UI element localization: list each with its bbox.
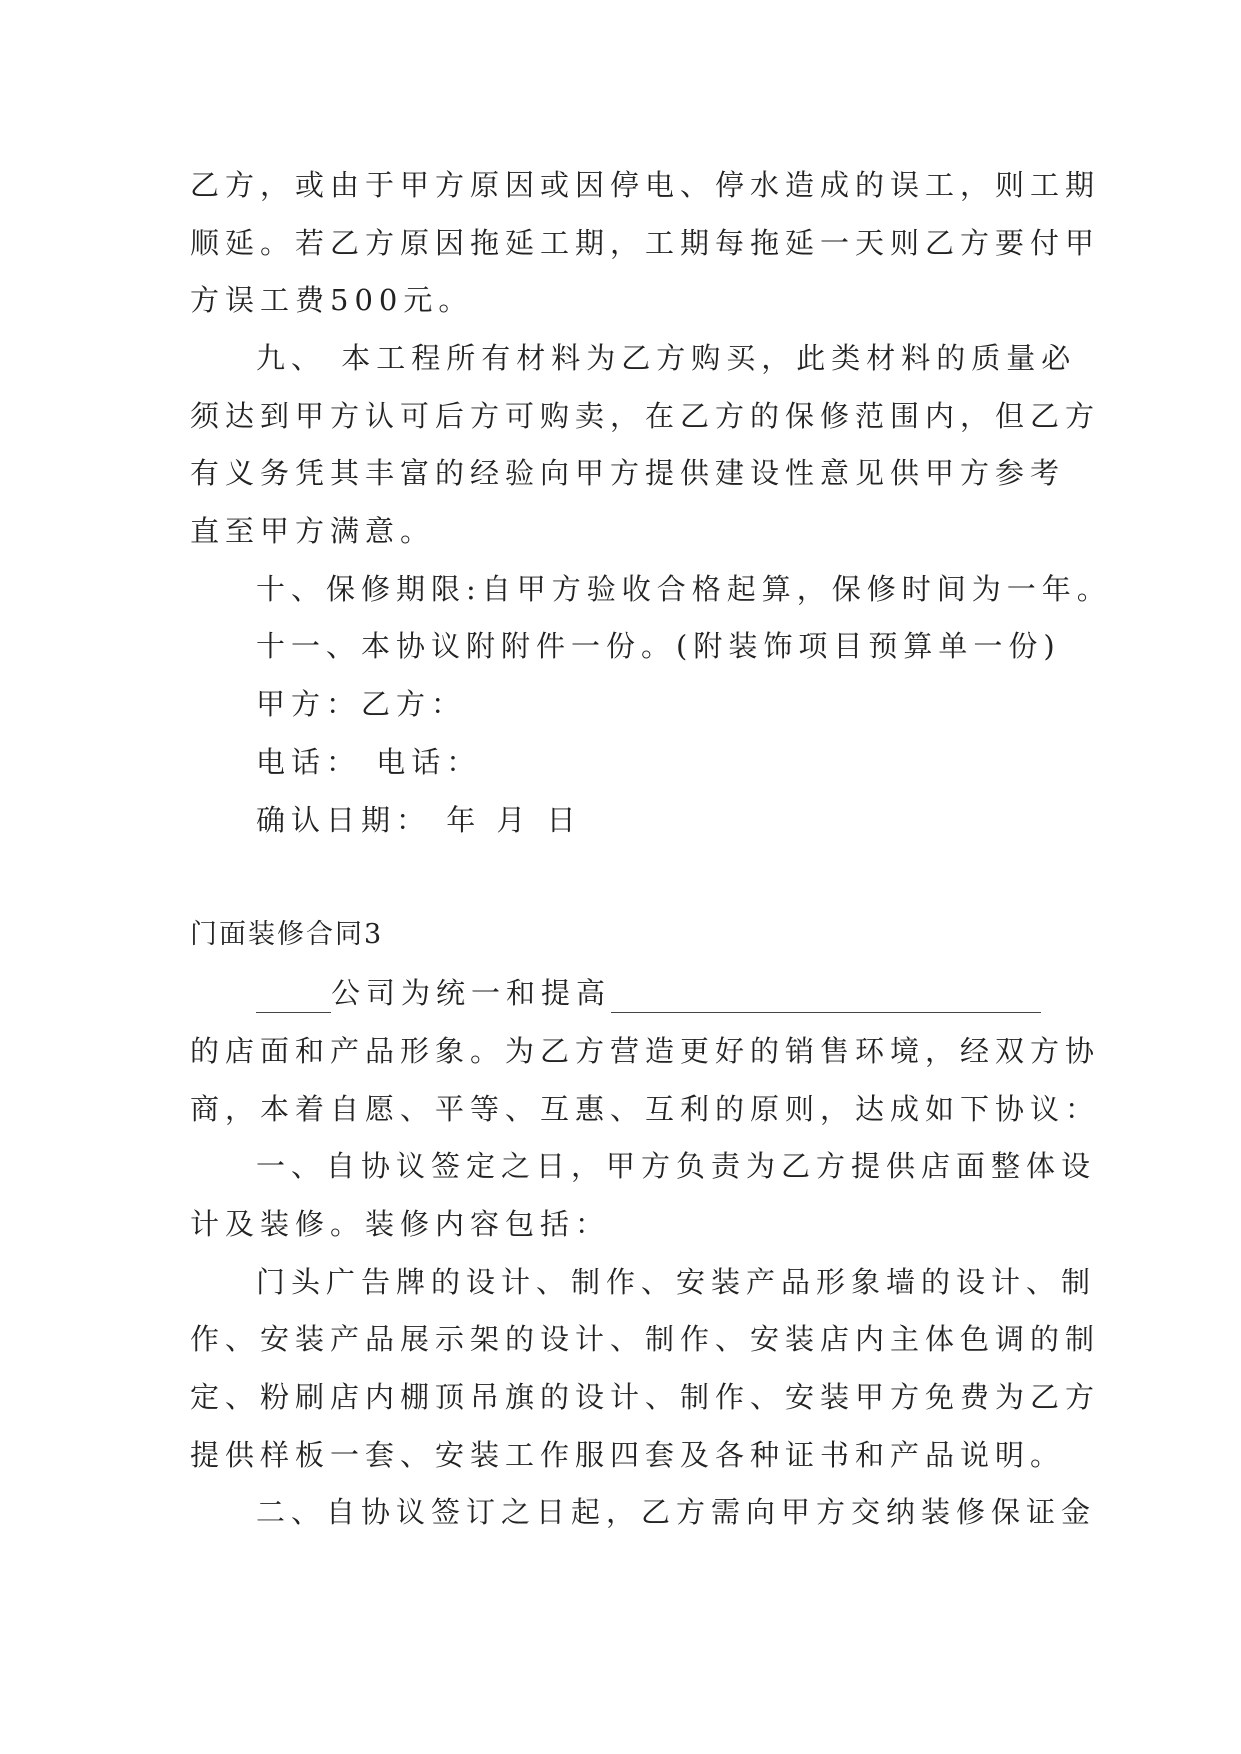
contract-title: 门面装修合同3 [190,919,384,950]
signature-parties: 甲方：乙方： [256,687,467,721]
clause-9-line: 有义务凭其丰富的经验向甲方提供建设性意见供甲方参考 [190,456,1066,490]
clause-9-line: 直至甲方满意。 [190,514,436,548]
intro-line: 的店面和产品形象。为乙方营造更好的销售环境，经双方协 [190,1034,1101,1068]
contract-clause-1-line: 一、自协议签定之日，甲方负责为乙方提供店面整体设 [256,1149,1097,1183]
paragraph-line: 乙方，或由于甲方原因或因停电、停水造成的误工，则工期 [190,168,1101,202]
signature-phones: 电话： 电话： [256,745,482,779]
intro-line [256,973,1041,1013]
intro-text: 公司为统一和提高 [331,976,612,1010]
content-line: 门头广告牌的设计、制作、安装产品形象墙的设计、制 [256,1265,1097,1299]
clause-10: 十、保修期限:自甲方验收合格起算，保修时间为一年。 [256,572,1112,606]
clause-11: 十一、本协议附附件一份。(附装饰项目预算单一份) [256,629,1061,663]
paragraph-line: 方误工费500元。 [190,283,474,317]
intro-line: 商，本着自愿、平等、互惠、互利的原则，达成如下协议： [190,1092,1101,1126]
contract-clause-2: 二、自协议签订之日起，乙方需向甲方交纳装修保证金 [256,1495,1097,1529]
content-line: 作、安装产品展示架的设计、制作、安装店内主体色调的制 [190,1322,1101,1356]
paragraph-line: 顺延。若乙方原因拖延工期，工期每拖延一天则乙方要付甲 [190,226,1101,260]
blank-company [256,984,331,1013]
blank-brand [611,984,1041,1013]
contract-clause-1-line: 计及装修。装修内容包括： [190,1207,611,1241]
content-line: 提供样板一套、安装工作服四套及各种证书和产品说明。 [190,1438,1066,1472]
signature-date: 确认日期： 年 月 日 [256,803,582,837]
clause-9-line: 须达到甲方认可后方可购卖，在乙方的保修范围内，但乙方 [190,399,1101,433]
content-line: 定、粉刷店内棚顶吊旗的设计、制作、安装甲方免费为乙方 [190,1380,1101,1414]
clause-9-line: 九、 本工程所有材料为乙方购买，此类材料的质量必 [256,341,1077,375]
